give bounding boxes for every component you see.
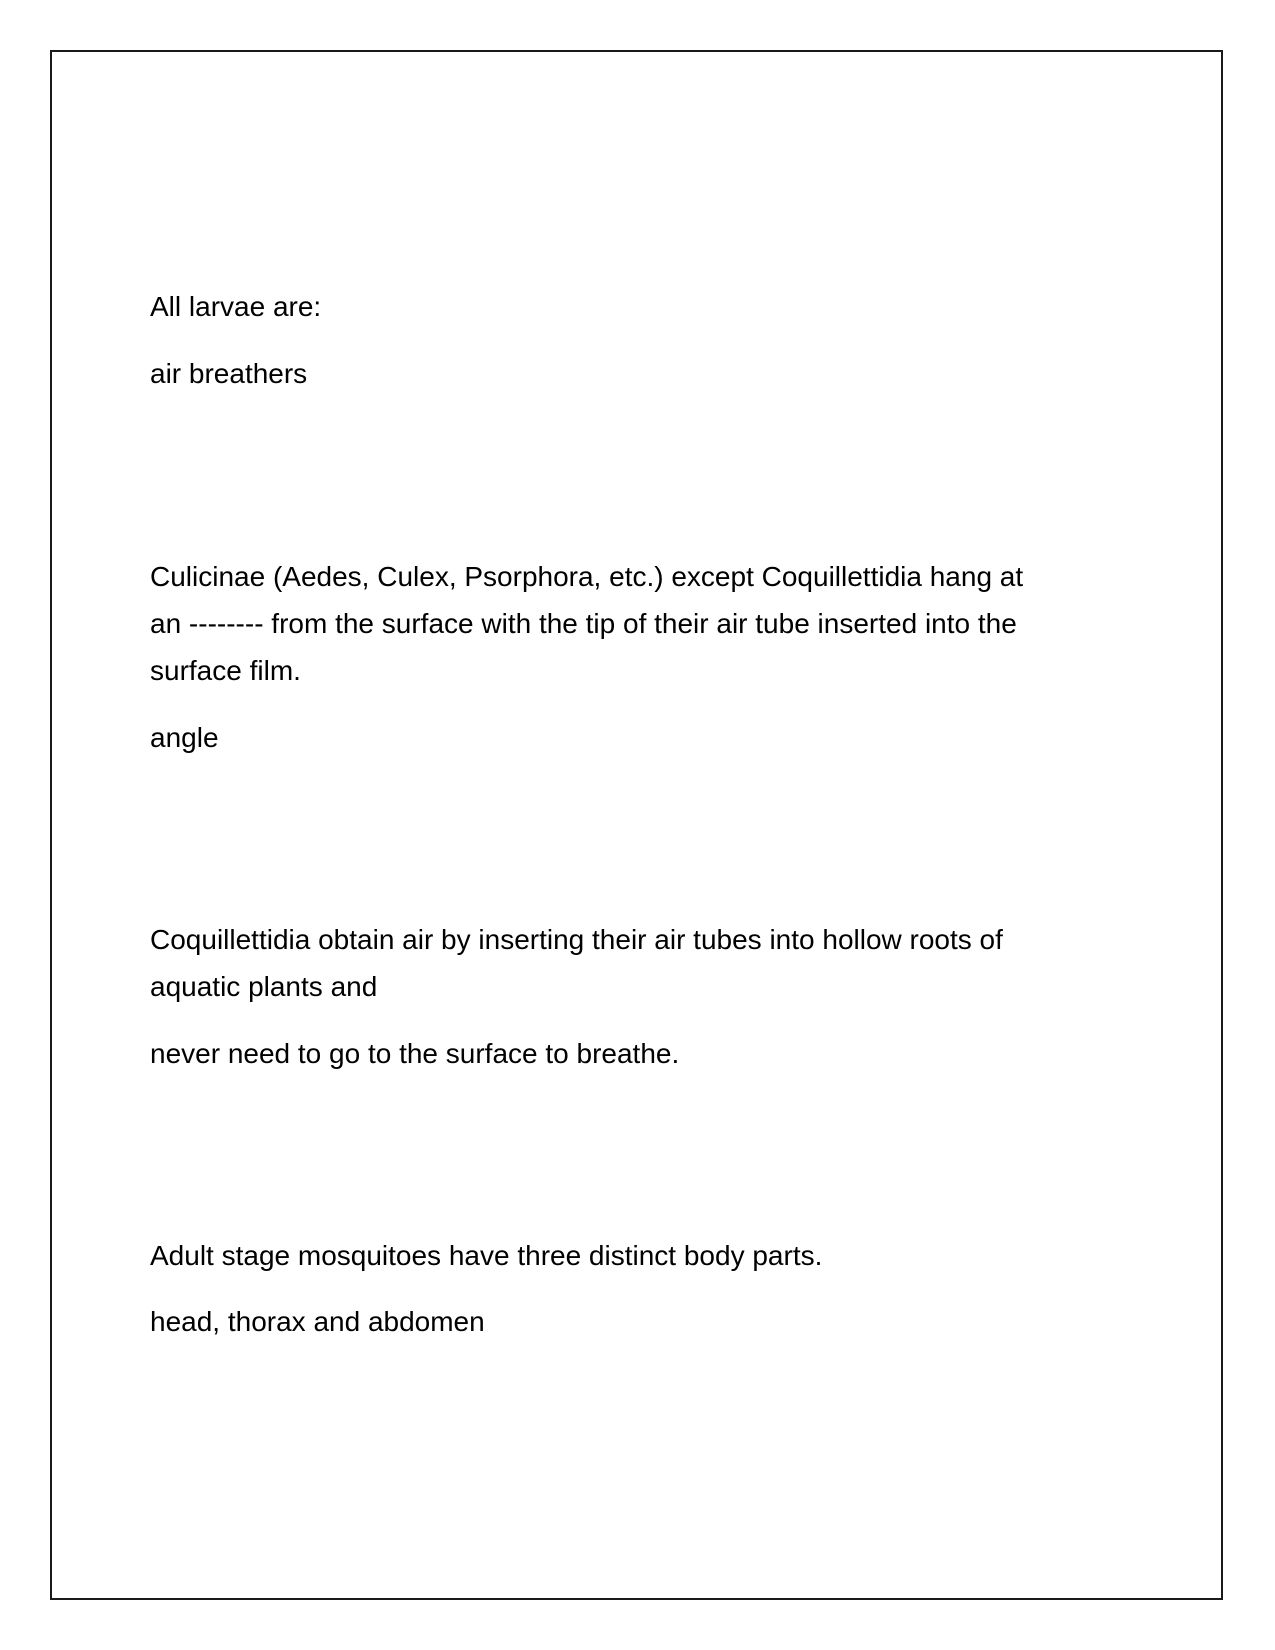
answer-1: air breathers xyxy=(150,358,308,389)
question-2-line-3: surface film. xyxy=(150,655,301,686)
question-1: All larvae are: xyxy=(150,291,322,322)
question-2-line-2: an -------- from the surface with the tip of their air tube inserted into the xyxy=(150,608,1017,639)
question-2 xyxy=(150,553,1130,694)
question-2-line-1: Culicinae (Aedes, Culex, Psorphora, etc.) except Coquillettidia hang at xyxy=(150,561,1024,592)
answer-3: never need to go to the surface to breathe. xyxy=(150,1038,680,1069)
question-4: Adult stage mosquitoes have three distinct body parts. xyxy=(150,1240,823,1271)
question-3 xyxy=(150,916,1130,1010)
question-3-line-1: Coquillettidia obtain air by inserting their air tubes into hollow roots of xyxy=(150,924,1003,955)
answer-4: head, thorax and abdomen xyxy=(150,1306,485,1337)
answer-2: angle xyxy=(150,722,219,753)
question-3-line-2: aquatic plants and xyxy=(150,971,378,1002)
